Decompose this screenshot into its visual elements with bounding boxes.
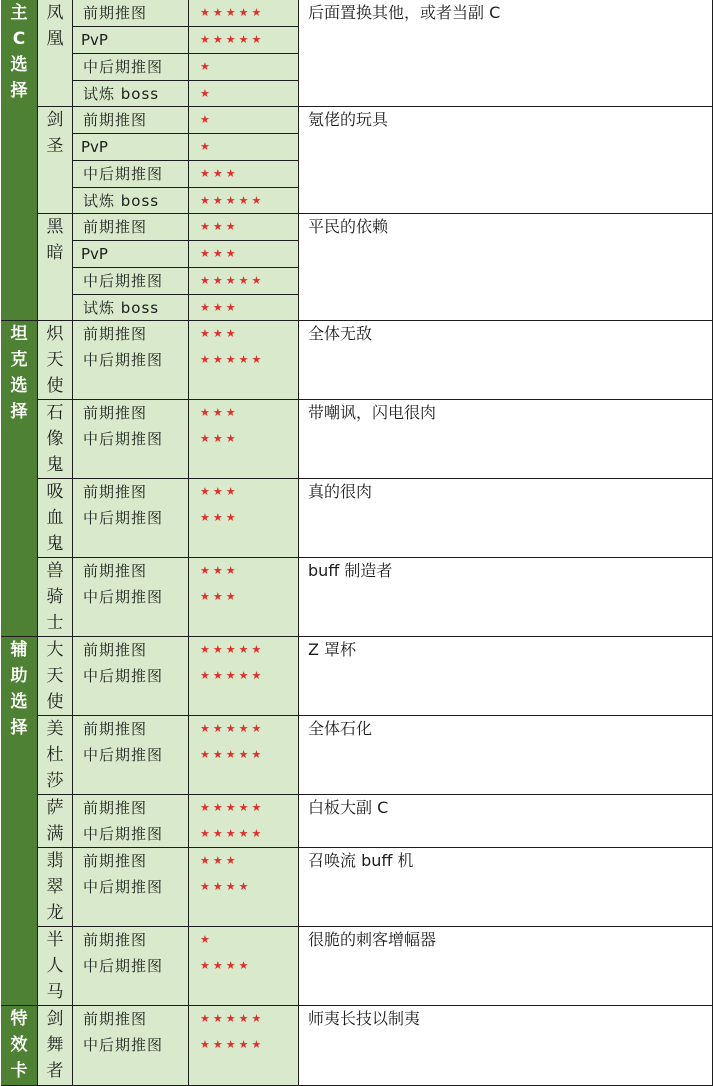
mode-cell bbox=[73, 927, 189, 953]
rating-cell bbox=[189, 347, 299, 400]
mode-cell bbox=[73, 321, 189, 347]
star-rating: ★★★★★ bbox=[200, 827, 265, 840]
mode-cell bbox=[73, 161, 189, 188]
hero-name-char: 凤 bbox=[46, 3, 64, 23]
mode-cell bbox=[73, 268, 189, 295]
star-rating: ★★★★★ bbox=[200, 6, 265, 19]
hero-name-char: 美 bbox=[46, 719, 64, 739]
hero-name-char: 剑 bbox=[46, 110, 64, 130]
mode-cell bbox=[73, 742, 189, 795]
note-cell bbox=[299, 848, 713, 927]
hero-name-cell bbox=[38, 214, 73, 321]
hero-name-char: 马 bbox=[46, 982, 64, 1002]
category-label-char: 克 bbox=[10, 350, 28, 370]
mode-cell bbox=[73, 241, 189, 268]
category-label-char: 择 bbox=[10, 81, 28, 101]
note-text: 带嘲讽，闪电很肉 bbox=[308, 403, 437, 422]
star-rating: ★★★ bbox=[200, 327, 239, 340]
mode-label: 中后期推图 bbox=[83, 878, 164, 896]
hero-name-char: 萨 bbox=[46, 798, 64, 818]
star-rating: ★★★★ bbox=[200, 880, 252, 893]
rating-cell bbox=[189, 584, 299, 637]
mode-cell bbox=[73, 821, 189, 848]
category-label-char: 择 bbox=[10, 402, 28, 422]
rating-cell bbox=[189, 637, 299, 663]
hero-name-cell bbox=[38, 716, 73, 795]
mode-cell bbox=[73, 848, 189, 874]
note-text: 氪佬的玩具 bbox=[308, 110, 389, 129]
star-rating: ★★★ bbox=[200, 564, 239, 577]
note-cell bbox=[299, 479, 713, 558]
rating-cell bbox=[189, 161, 299, 188]
note-cell bbox=[299, 927, 713, 1006]
mode-label: 前期推图 bbox=[83, 931, 148, 949]
hero-name-char: 满 bbox=[46, 824, 64, 844]
rating-cell bbox=[189, 54, 299, 81]
category-label-char: 选 bbox=[10, 55, 28, 75]
rating-cell bbox=[189, 188, 299, 214]
star-rating: ★★★★★ bbox=[200, 669, 265, 682]
rating-cell bbox=[189, 321, 299, 347]
hero-name-cell bbox=[38, 1006, 73, 1086]
hero-name-char: 骑 bbox=[46, 587, 64, 607]
hero-name-cell bbox=[38, 0, 73, 107]
hero-name-char: 凰 bbox=[46, 29, 64, 49]
mode-cell bbox=[73, 400, 189, 426]
note-cell bbox=[299, 214, 713, 321]
star-rating: ★★★ bbox=[200, 511, 239, 524]
category-label-char: C bbox=[12, 29, 26, 49]
star-rating: ★★★★★ bbox=[200, 748, 265, 761]
mode-label: 前期推图 bbox=[83, 404, 148, 422]
note-text: 很脆的刺客增幅器 bbox=[308, 930, 437, 949]
note-cell bbox=[299, 107, 713, 214]
note-text: 真的很肉 bbox=[308, 482, 373, 501]
mode-label: 中后期推图 bbox=[83, 165, 164, 183]
category-label-char: 选 bbox=[10, 692, 28, 712]
rating-cell bbox=[189, 268, 299, 295]
hero-name-cell bbox=[38, 321, 73, 400]
hero-name-char: 使 bbox=[46, 376, 64, 396]
note-text: 平民的依赖 bbox=[308, 217, 389, 236]
star-rating: ★★★★★ bbox=[200, 722, 265, 735]
mode-cell bbox=[73, 0, 189, 27]
mode-cell bbox=[73, 505, 189, 558]
hero-name-char: 者 bbox=[46, 1061, 64, 1081]
mode-label: 中后期推图 bbox=[83, 588, 164, 606]
mode-cell bbox=[73, 81, 189, 107]
note-text: 召唤流 buff 机 bbox=[308, 851, 414, 870]
mode-label: 前期推图 bbox=[83, 562, 148, 580]
mode-cell bbox=[73, 134, 189, 161]
hero-name-char: 剑 bbox=[46, 1009, 64, 1029]
hero-name-cell bbox=[38, 479, 73, 558]
hero-name-char: 石 bbox=[46, 403, 64, 423]
mode-cell bbox=[73, 874, 189, 927]
hero-name-char: 黑 bbox=[46, 217, 64, 237]
mode-label: PvP bbox=[81, 245, 108, 263]
hero-name-char: 大 bbox=[46, 640, 64, 660]
hero-name-char: 舞 bbox=[46, 1035, 64, 1055]
mode-label: 前期推图 bbox=[83, 852, 148, 870]
category-label-char: 坦 bbox=[10, 324, 28, 344]
mode-label: 中后期推图 bbox=[83, 430, 164, 448]
mode-cell bbox=[73, 584, 189, 637]
star-rating: ★ bbox=[200, 140, 213, 153]
mode-cell bbox=[73, 295, 189, 321]
rating-cell bbox=[189, 1032, 299, 1086]
hero-name-char: 炽 bbox=[46, 324, 64, 344]
mode-cell bbox=[73, 663, 189, 716]
mode-label: 中后期推图 bbox=[83, 509, 164, 527]
note-text: Z 罩杯 bbox=[308, 640, 357, 659]
note-text: 全体石化 bbox=[308, 719, 373, 738]
star-rating: ★ bbox=[200, 60, 213, 73]
mode-cell bbox=[73, 558, 189, 584]
star-rating: ★★★★★ bbox=[200, 274, 265, 287]
mode-label: 中后期推图 bbox=[83, 825, 164, 843]
hero-name-char: 使 bbox=[46, 692, 64, 712]
rating-cell bbox=[189, 874, 299, 927]
mode-label: 中后期推图 bbox=[83, 1036, 164, 1054]
mode-label: 前期推图 bbox=[83, 218, 148, 236]
rating-cell bbox=[189, 742, 299, 795]
mode-cell bbox=[73, 54, 189, 81]
star-rating: ★★★★ bbox=[200, 959, 252, 972]
rating-cell bbox=[189, 107, 299, 134]
rating-cell bbox=[189, 295, 299, 321]
mode-label: PvP bbox=[81, 31, 108, 49]
hero-name-char: 翠 bbox=[46, 877, 64, 897]
mode-cell bbox=[73, 795, 189, 821]
hero-name-cell bbox=[38, 637, 73, 716]
mode-label: 中后期推图 bbox=[83, 746, 164, 764]
mode-label: 中后期推图 bbox=[83, 667, 164, 685]
hero-name-char: 龙 bbox=[46, 903, 64, 923]
mode-label: 前期推图 bbox=[83, 720, 148, 738]
hero-name-cell bbox=[38, 400, 73, 479]
mode-label: 前期推图 bbox=[83, 799, 148, 817]
category-label-char: 助 bbox=[10, 666, 28, 686]
hero-name-char: 鬼 bbox=[46, 534, 64, 554]
rating-cell bbox=[189, 27, 299, 54]
star-rating: ★★★ bbox=[200, 485, 239, 498]
mode-label: 中后期推图 bbox=[83, 957, 164, 975]
star-rating: ★★★ bbox=[200, 406, 239, 419]
hero-name-char: 兽 bbox=[46, 561, 64, 581]
mode-cell bbox=[73, 27, 189, 54]
mode-cell bbox=[73, 107, 189, 134]
hero-name-char: 圣 bbox=[46, 136, 64, 156]
star-rating: ★★★★★ bbox=[200, 353, 265, 366]
mode-label: 中后期推图 bbox=[83, 272, 164, 290]
note-cell bbox=[299, 716, 713, 795]
note-cell bbox=[299, 1006, 713, 1086]
hero-name-char: 莎 bbox=[46, 771, 64, 791]
category-label-char: 效 bbox=[10, 1035, 28, 1055]
note-cell bbox=[299, 558, 713, 637]
mode-label: PvP bbox=[81, 138, 108, 156]
category-label-char: 择 bbox=[10, 718, 28, 738]
mode-label: 试炼 boss bbox=[83, 85, 160, 103]
star-rating: ★★★ bbox=[200, 220, 239, 233]
star-rating: ★★★ bbox=[200, 167, 239, 180]
note-text: 师夷长技以制夷 bbox=[308, 1009, 421, 1028]
mode-cell bbox=[73, 637, 189, 663]
rating-cell bbox=[189, 505, 299, 558]
hero-name-cell bbox=[38, 927, 73, 1006]
note-cell bbox=[299, 795, 713, 848]
star-rating: ★★★★★ bbox=[200, 1012, 265, 1025]
mode-cell bbox=[73, 1006, 189, 1032]
note-text: 白板大副 C bbox=[308, 798, 389, 817]
mode-label: 前期推图 bbox=[83, 325, 148, 343]
mode-label: 前期推图 bbox=[83, 483, 148, 501]
star-rating: ★★★★★ bbox=[200, 643, 265, 656]
hero-name-cell bbox=[38, 848, 73, 927]
note-text: buff 制造者 bbox=[308, 561, 393, 580]
hero-name-char: 暗 bbox=[46, 243, 64, 263]
hero-name-char: 杜 bbox=[46, 745, 64, 765]
hero-name-char: 像 bbox=[46, 429, 64, 449]
hero-name-char: 天 bbox=[46, 350, 64, 370]
category-label-cell bbox=[1, 0, 38, 321]
hero-name-char: 士 bbox=[46, 613, 64, 633]
category-label-char: 辅 bbox=[10, 640, 28, 660]
rating-cell bbox=[189, 927, 299, 953]
hero-name-char: 鬼 bbox=[46, 455, 64, 475]
category-label-char: 卡 bbox=[10, 1061, 28, 1081]
category-label-char: 选 bbox=[10, 376, 28, 396]
note-cell bbox=[299, 637, 713, 716]
rating-cell bbox=[189, 214, 299, 241]
mode-cell bbox=[73, 1032, 189, 1086]
star-rating: ★ bbox=[200, 87, 213, 100]
note-cell bbox=[299, 0, 713, 107]
rating-cell bbox=[189, 81, 299, 107]
note-cell bbox=[299, 400, 713, 479]
note-text: 全体无敌 bbox=[308, 324, 373, 343]
rating-cell bbox=[189, 134, 299, 161]
mode-label: 试炼 boss bbox=[83, 299, 160, 317]
mode-label: 前期推图 bbox=[83, 4, 148, 22]
rating-cell bbox=[189, 848, 299, 874]
star-rating: ★★★ bbox=[200, 590, 239, 603]
rating-cell bbox=[189, 558, 299, 584]
mode-label: 中后期推图 bbox=[83, 351, 164, 369]
mode-label: 前期推图 bbox=[83, 641, 148, 659]
star-rating: ★★★★★ bbox=[200, 1038, 265, 1051]
hero-name-char: 人 bbox=[46, 956, 64, 976]
mode-label: 前期推图 bbox=[83, 1010, 148, 1028]
hero-name-char: 血 bbox=[46, 508, 64, 528]
star-rating: ★★★ bbox=[200, 854, 239, 867]
rating-cell bbox=[189, 663, 299, 716]
hero-name-cell bbox=[38, 795, 73, 848]
note-text: 后面置换其他，或者当副 C bbox=[308, 3, 501, 22]
star-rating: ★★★ bbox=[200, 432, 239, 445]
hero-name-char: 半 bbox=[46, 930, 64, 950]
star-rating: ★ bbox=[200, 933, 213, 946]
hero-name-cell bbox=[38, 558, 73, 637]
rating-cell bbox=[189, 479, 299, 505]
mode-cell bbox=[73, 716, 189, 742]
category-label-cell bbox=[1, 1006, 38, 1086]
hero-name-char: 天 bbox=[46, 666, 64, 686]
note-cell bbox=[299, 321, 713, 400]
star-rating: ★ bbox=[200, 113, 213, 126]
rating-cell bbox=[189, 400, 299, 426]
rating-cell bbox=[189, 821, 299, 848]
rating-cell bbox=[189, 1006, 299, 1032]
rating-cell bbox=[189, 426, 299, 479]
rating-cell bbox=[189, 0, 299, 27]
mode-cell bbox=[73, 214, 189, 241]
mode-cell bbox=[73, 479, 189, 505]
rating-cell bbox=[189, 241, 299, 268]
mode-label: 中后期推图 bbox=[83, 58, 164, 76]
mode-cell bbox=[73, 347, 189, 400]
star-rating: ★★★★★ bbox=[200, 801, 265, 814]
mode-cell bbox=[73, 426, 189, 479]
category-label-char: 主 bbox=[10, 3, 28, 23]
mode-cell bbox=[73, 953, 189, 1006]
hero-name-cell bbox=[38, 107, 73, 214]
rating-cell bbox=[189, 716, 299, 742]
category-label-cell bbox=[1, 321, 38, 637]
category-label-char: 特 bbox=[10, 1009, 28, 1029]
star-rating: ★★★★★ bbox=[200, 33, 265, 46]
hero-name-char: 吸 bbox=[46, 482, 64, 502]
mode-label: 前期推图 bbox=[83, 111, 148, 129]
mode-label: 试炼 boss bbox=[83, 192, 160, 210]
star-rating: ★★★★★ bbox=[200, 194, 265, 207]
star-rating: ★★★ bbox=[200, 247, 239, 260]
category-label-cell bbox=[1, 637, 38, 1006]
rating-cell bbox=[189, 953, 299, 1006]
hero-name-char: 翡 bbox=[46, 851, 64, 871]
rating-cell bbox=[189, 795, 299, 821]
mode-cell bbox=[73, 188, 189, 214]
star-rating: ★★★ bbox=[200, 301, 239, 314]
